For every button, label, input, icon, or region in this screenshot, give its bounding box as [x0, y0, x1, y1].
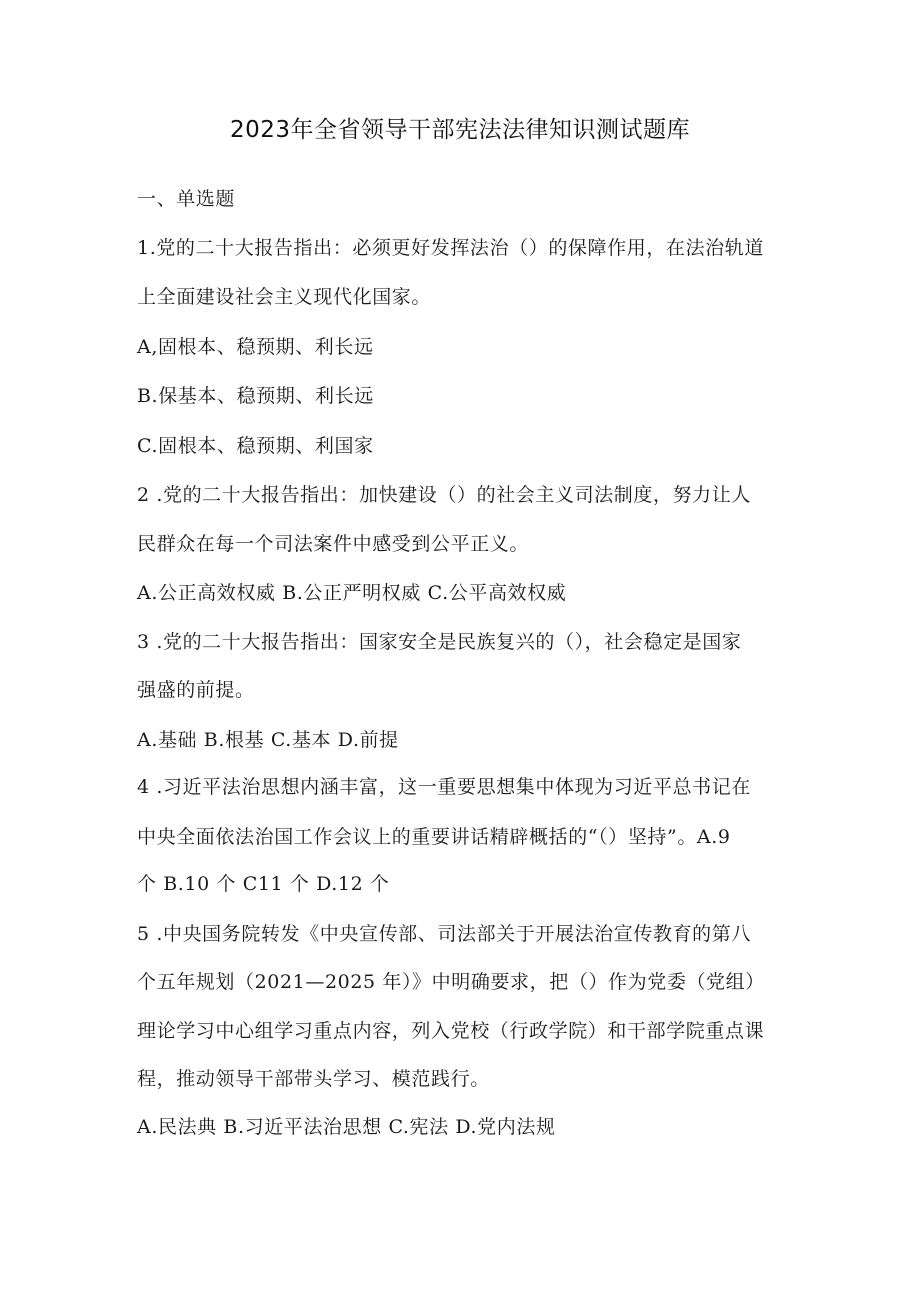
question-4-options: 个 B.10 个 C11 个 D.12 个 — [137, 873, 390, 895]
question-1-line-1: 1.党的二十大报告指出：必须更好发挥法治（）的保障作用，在法治轨道 — [137, 237, 764, 259]
question-2-line-2: 民群众在每一个司法案件中感受到公平正义。 — [137, 533, 530, 555]
question-5-line-3: 理论学习中心组学习重点内容，列入党校（行政学院）和干部学院重点课 — [137, 1020, 765, 1042]
question-3-line-1: 3 .党的二十大报告指出：国家安全是民族复兴的（），社会稳定是国家 — [137, 631, 742, 653]
question-2-options: A.公正高效权威 B.公正严明权威 C.公平高效权威 — [137, 582, 567, 604]
question-5-line-4: 程，推动领导干部带头学习、模范践行。 — [137, 1068, 490, 1090]
question-1-line-2: 上全面建设社会主义现代化国家。 — [137, 286, 432, 308]
question-5-line-1: 5 .中央国务院转发《中央宣传部、司法部关于开展法治宣传教育的第八 — [137, 923, 751, 945]
question-4-line-1: 4 .习近平法治思想内涵丰富，这一重要思想集中体现为习近平总书记在 — [137, 776, 751, 798]
question-5-line-2: 个五年规划（2021—2025 年）》中明确要求，把（）作为党委（党组） — [137, 971, 765, 993]
document-title: 2023年全省领导干部宪法法律知识测试题库 — [229, 117, 691, 143]
question-2-line-1: 2 .党的二十大报告指出：加快建设（）的社会主义司法制度，努力让人 — [137, 484, 751, 506]
question-3-line-2: 强盛的前提。 — [137, 679, 255, 701]
question-4-line-2: 中央全面依法治国工作会议上的重要讲话精辟概括的“（）坚持”。A.9 — [137, 826, 731, 848]
question-3-options: A.基础 B.根基 C.基本 D.前提 — [137, 729, 399, 751]
question-1-option-c: C.固根本、稳预期、利国家 — [137, 435, 374, 457]
question-1-option-b: B.保基本、稳预期、利长远 — [137, 385, 374, 407]
section-heading: 一、单选题 — [137, 188, 236, 210]
question-1-option-a: A,固根本、稳预期、利长远 — [137, 336, 374, 358]
question-5-options: A.民法典 B.习近平法治思想 C.宪法 D.党内法规 — [137, 1116, 556, 1138]
